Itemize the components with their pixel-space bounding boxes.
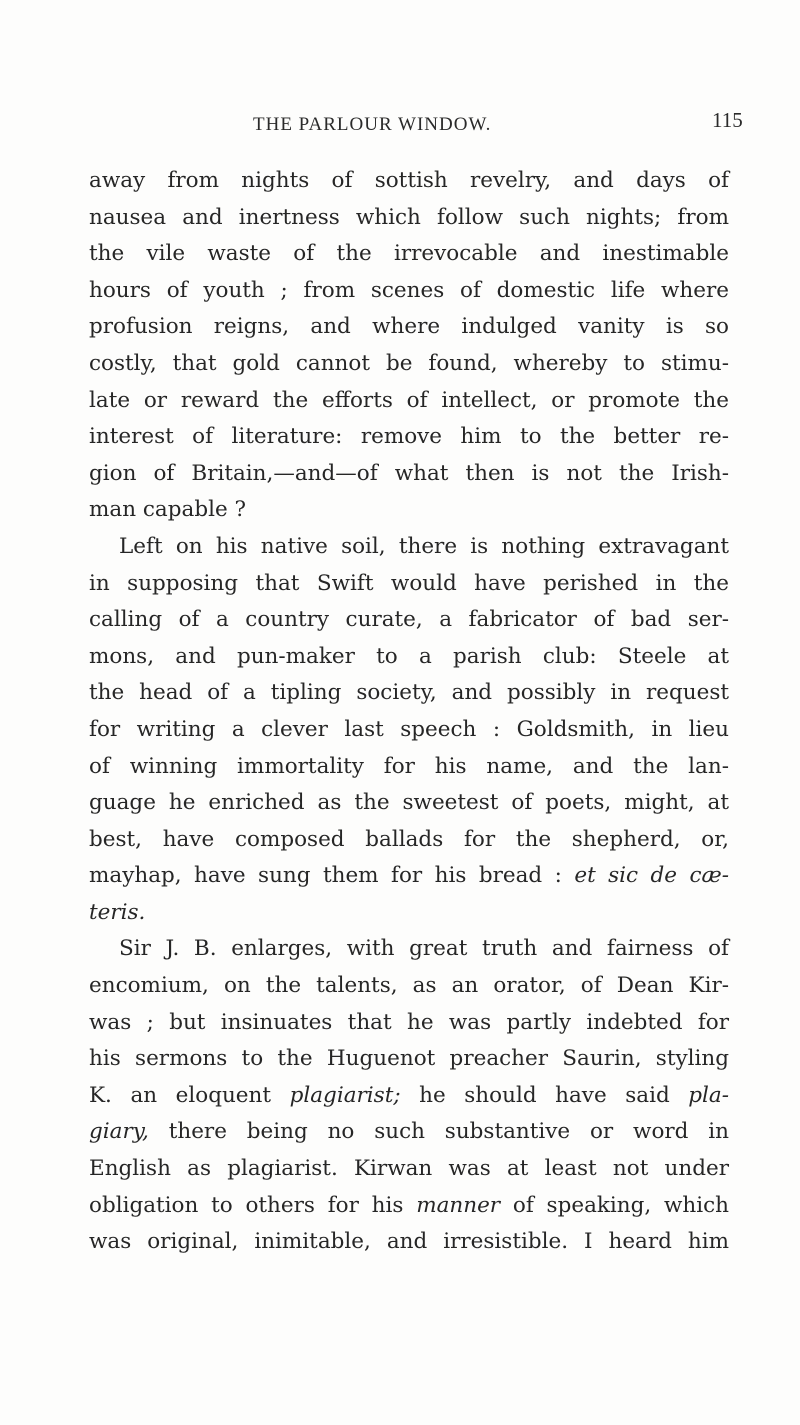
text-line: the head of a tipling society, and possibly in request xyxy=(89,680,729,706)
text-line: Sir J. B. enlarges, with great truth and fairness of xyxy=(119,936,729,962)
text-run: he should have said xyxy=(419,1082,670,1108)
text-line: gion of Britain,—and—of what then is not the Irish- xyxy=(89,460,729,486)
text-line: away from nights of sottish revelry, and days of xyxy=(89,168,729,193)
text-line: in supposing that Swift would have perished in the xyxy=(89,570,729,596)
text-run: obligation to others for his xyxy=(89,1192,404,1218)
text-line: was ; but insinuates that he was partly indebted for xyxy=(89,1009,729,1035)
text-line: was original, inimitable, and irresistible. I heard him xyxy=(89,1229,729,1255)
text-line: late or reward the efforts of intellect, or promote the xyxy=(89,387,729,413)
text-line: profusion reigns, and where indulged vanity is so xyxy=(89,314,729,340)
text-line xyxy=(89,858,729,895)
text-line: his sermons to the Huguenot preacher Saurin, styling xyxy=(89,1046,729,1072)
text-line: calling of a country curate, a fabricator of bad ser- xyxy=(89,607,729,633)
text-line xyxy=(89,1114,729,1151)
italic-word: manner xyxy=(416,1192,501,1218)
text-line: interest of literature: remove him to the better re- xyxy=(89,424,729,450)
text-line: for writing a clever last speech : Goldsmith, in lieu xyxy=(89,716,729,742)
text-line: guage he enriched as the sweetest of poets, might, at xyxy=(89,790,729,816)
text-line: best, have composed ballads for the shepherd, or, xyxy=(89,826,729,852)
text-line: of winning immortality for his name, and the lan- xyxy=(89,753,729,779)
body-text xyxy=(89,163,729,1261)
text-line: mons, and pun-maker to a parish club: Steele at xyxy=(89,643,729,669)
text-line: man capable ? xyxy=(89,497,247,523)
italic-word: pla- xyxy=(688,1082,730,1108)
text-line xyxy=(89,1188,729,1225)
text-line: encomium, on the talents, as an orator, of Dean Kir- xyxy=(89,973,729,999)
text-run: mayhap, have sung them for his bread : xyxy=(89,863,562,889)
text-line: teris. xyxy=(89,899,146,925)
text-run: K. an eloquent xyxy=(89,1082,272,1108)
page-number: 115 xyxy=(712,108,743,132)
italic-phrase: et sic de cæ- xyxy=(574,863,729,889)
text-run: there being no such substantive or word in xyxy=(168,1119,729,1145)
text-line: English as plagiarist. Kirwan was at least not under xyxy=(89,1156,729,1182)
text-line: Left on his native soil, there is nothing extravagant xyxy=(119,533,729,559)
text-line xyxy=(89,1078,729,1115)
text-line: hours of youth ; from scenes of domestic life where xyxy=(89,277,729,303)
text-line: costly, that gold cannot be found, whereby to stimu- xyxy=(89,350,729,376)
running-title: THE PARLOUR WINDOW. xyxy=(253,114,492,135)
italic-word: plagiarist; xyxy=(289,1082,401,1108)
text-run: of speaking, which xyxy=(512,1192,730,1218)
italic-word: giary, xyxy=(89,1119,149,1145)
text-line: the vile waste of the irrevocable and inestimable xyxy=(89,241,729,267)
text-line: nausea and inertness which follow such nights; from xyxy=(89,204,729,230)
